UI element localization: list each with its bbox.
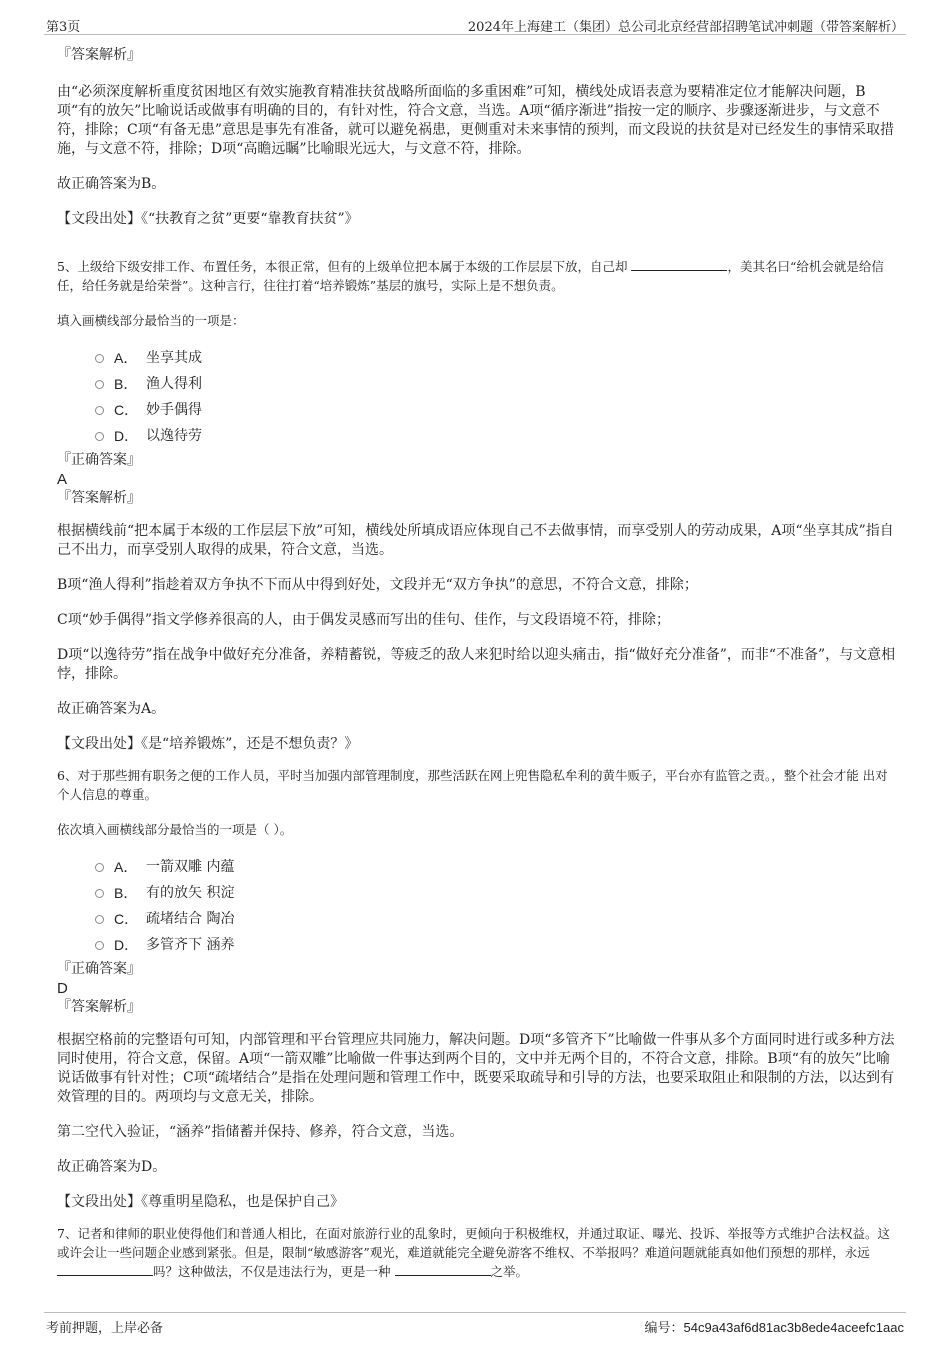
q5-answer: A xyxy=(57,471,68,488)
q4-source: 【文段出处】《“扶教育之贫”更要“靠教育扶贫”》 xyxy=(57,211,359,227)
q5-stem: 5、上级给下级安排工作、布置任务，本很正常，但有的上级单位把本属于本级的工作层层下放，自己却 ，美其名曰“给机会就是给信任，给任务就是给荣誉”。这种言行，往往打着“培养锻炼”基层的旗号，实际上是不想负责。 xyxy=(57,259,884,293)
q5-explain-1: 根据横线前“把本属于本级的工作层层下放”可知，横线处所填成语应体现自己不去做事情，而享受别人的劳动成果，A项“坐享其成”指自己不出力，而享受别人取得的成果，符合文意，当选。 xyxy=(57,523,894,558)
q6-conclusion: 故正确答案为D。 xyxy=(57,1159,167,1175)
q6-option-a[interactable]: A． 一箭双雕 内蕴 xyxy=(95,854,897,880)
q7-stem: 7、记者和律师的职业使得他们和普通人相比，在面对旅游行业的乱象时，更倾向于积极维权，并通过取证、曝光、投诉、举报等方式维护合法权益。这或许会让一些问题企业感到紧张。但是，限制“敏感游客”观光，难道就能完全避免游客不维权、不举报吗？难道问题就能真如他们预想的那样，永远 吗？这种做法，不仅是违法行为，更是一种 之举。 xyxy=(57,1226,890,1279)
q4-explain-label: 『答案解析』 xyxy=(57,47,141,63)
q6-option-b[interactable]: B． 有的放矢 积淀 xyxy=(95,880,897,906)
q5-option-c[interactable]: C． 妙手偶得 xyxy=(95,397,897,423)
radio-icon[interactable] xyxy=(95,863,104,872)
q5-explain-3: C项“妙手偶得”指文学修养很高的人，由于偶发灵感而写出的佳句、佳作，与文段语境不符，排除； xyxy=(57,612,671,628)
page-header xyxy=(44,14,906,35)
q5-option-a[interactable]: A． 坐享其成 xyxy=(95,345,897,371)
radio-icon[interactable] xyxy=(95,915,104,924)
radio-icon[interactable] xyxy=(95,941,104,950)
q5-source: 【文段出处】《是“培养锻炼”，还是不想负责？》 xyxy=(57,736,359,752)
q6-answer: D xyxy=(57,980,68,997)
q5-explain-2: B项“渔人得利”指趁着双方争执不下而从中得到好处，文段并无“双方争执”的意思，不符合文意，排除； xyxy=(57,577,698,593)
radio-icon[interactable] xyxy=(95,889,104,898)
page-content xyxy=(57,44,897,1281)
q6-explain-label: 『答案解析』 xyxy=(57,999,141,1015)
page-footer xyxy=(44,1312,906,1337)
q5-answer-label: 『正确答案』 xyxy=(57,452,141,468)
q5-prompt: 填入画横线部分最恰当的一项是： xyxy=(57,313,245,328)
q4-conclusion: 故正确答案为B。 xyxy=(57,176,166,192)
radio-icon[interactable] xyxy=(95,432,104,441)
q7-blank-2 xyxy=(395,1262,491,1276)
q5-option-b[interactable]: B． 渔人得利 xyxy=(95,371,897,397)
radio-icon[interactable] xyxy=(95,354,104,363)
q6-option-c[interactable]: C． 疏堵结合 陶冶 xyxy=(95,906,897,932)
q6-options xyxy=(57,854,897,958)
q6-source: 【文段出处】《尊重明星隐私，也是保护自己》 xyxy=(57,1194,344,1210)
q6-stem: 6、对于那些拥有职务之便的工作人员，平时当加强内部管理制度，那些活跃在网上兜售隐私牟利的黄牛贩子，平台亦有监管之责。，整个社会才能 出对个人信息的尊重。 xyxy=(57,768,888,802)
q5-blank xyxy=(631,257,727,271)
q6-answer-label: 『正确答案』 xyxy=(57,961,141,977)
q7-blank-1 xyxy=(57,1262,153,1276)
radio-icon[interactable] xyxy=(95,406,104,415)
q6-prompt: 依次填入画横线部分最恰当的一项是（ ）。 xyxy=(57,822,293,837)
document-code: 编号：54c9a43af6d81ac3b8ede4aceefc1aac xyxy=(644,1320,904,1336)
q4-explain: 由“必须深度解析重度贫困地区有效实施教育精准扶贫战略所面临的多重困难”可知，横线处成语表意为要精准定位才能解决问题，B项“有的放矢”比喻说话或做事有明确的目的，有针对性，符合文意，当选。A项“循序渐进”指按一定的顺序、步骤逐渐进步，与文意不符，排除；C项“有备无患”意思是事先有准备，就可以避免祸患，更侧重对未来事情的预判，而文段说的扶贫是对已经发生的事情采取措施，与文意不符，排除；D项“高瞻远瞩”比喻眼光远大，与文意不符，排除。 xyxy=(57,84,895,157)
q6-option-d[interactable]: D． 多管齐下 涵养 xyxy=(95,932,897,958)
q5-explain-label: 『答案解析』 xyxy=(57,490,141,506)
radio-icon[interactable] xyxy=(95,380,104,389)
q6-explain-1: 根据空格前的完整语句可知，内部管理和平台管理应共同施力，解决问题。D项“多管齐下”比喻做一件事从多个方面同时进行或多种方法同时使用，符合文意，保留。A项“一箭双雕”比喻做一件事达到两个目的，文中并无两个目的，不符合文意，排除。B项“有的放矢”比喻说话做事有针对性；C项“疏堵结合”是指在处理问题和管理工作中，既要采取疏导和引导的方法，也要采取阻止和限制的方法，以达到有效管理的目的。两项均与文意无关，排除。 xyxy=(57,1032,895,1105)
q5-explain-4: D项“以逸待劳”指在战争中做好充分准备，养精蓄锐，等疲乏的敌人来犯时给以迎头痛击，指“做好充分准备”，而非“不准备”，与文意相悖，排除。 xyxy=(57,647,896,682)
q5-conclusion: 故正确答案为A。 xyxy=(57,701,166,717)
page-number: 第3页 xyxy=(46,20,81,35)
q5-option-d[interactable]: D． 以逸待劳 xyxy=(95,423,897,449)
document-title: 2024年上海建工（集团）总公司北京经营部招聘笔试冲刺题（带答案解析） xyxy=(467,20,904,35)
q5-options xyxy=(57,345,897,449)
footer-slogan: 考前押题，上岸必备 xyxy=(46,1321,164,1336)
q6-explain-2: 第二空代入验证，“涵养”指储蓄并保持、修养，符合文意，当选。 xyxy=(57,1124,464,1140)
